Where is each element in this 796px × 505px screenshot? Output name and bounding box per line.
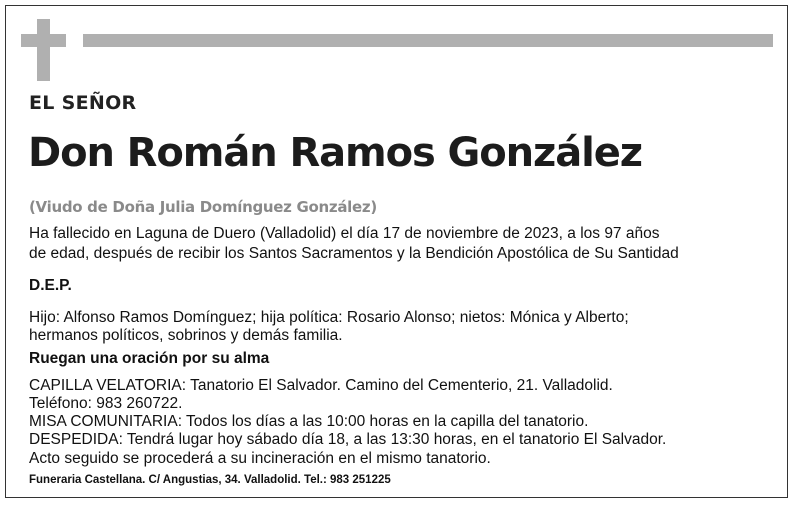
announcement-line: de edad, después de recibir los Santos Sacramentos y la Bendición Apostólica de Su Santidad — [29, 245, 679, 262]
dep-label: D.E.P. — [29, 277, 72, 294]
family-line: hermanos políticos, sobrinos y demás familia. — [29, 327, 343, 344]
widower-note: (Viudo de Doña Julia Domínguez González) — [29, 198, 377, 216]
cross-icon-bar — [21, 34, 66, 47]
announcement-line: Ha fallecido en Laguna de Duero (Valladolid) el día 17 de noviembre de 2023, a los 97 años — [29, 225, 660, 242]
honorific-title: EL SEÑOR — [29, 92, 137, 114]
details-line: MISA COMUNITARIA: Todos los días a las 10:00 horas en la capilla del tanatorio. — [29, 413, 589, 430]
details-line: CAPILLA VELATORIA: Tanatorio El Salvador. Camino del Cementerio, 21. Valladolid. — [29, 377, 613, 394]
header-rule — [83, 34, 773, 47]
funeral-home-footer: Funeraria Castellana. C/ Angustias, 34. Valladolid. Tel.: 983 251225 — [29, 474, 391, 486]
details-line: Acto seguido se procederá a su incineración en el mismo tanatorio. — [29, 450, 491, 467]
cross-icon — [37, 19, 50, 81]
prayer-request: Ruegan una oración por su alma — [29, 350, 270, 367]
family-line: Hijo: Alfonso Ramos Domínguez; hija política: Rosario Alonso; nietos: Mónica y Alberto; — [29, 309, 629, 326]
details-line: DESPEDIDA: Tendrá lugar hoy sábado día 18, a las 13:30 horas, en el tanatorio El Salvador. — [29, 431, 667, 448]
details-line: Teléfono: 983 260722. — [29, 395, 183, 412]
deceased-name: Don Román Ramos González — [28, 130, 642, 176]
obituary-card — [5, 5, 788, 498]
